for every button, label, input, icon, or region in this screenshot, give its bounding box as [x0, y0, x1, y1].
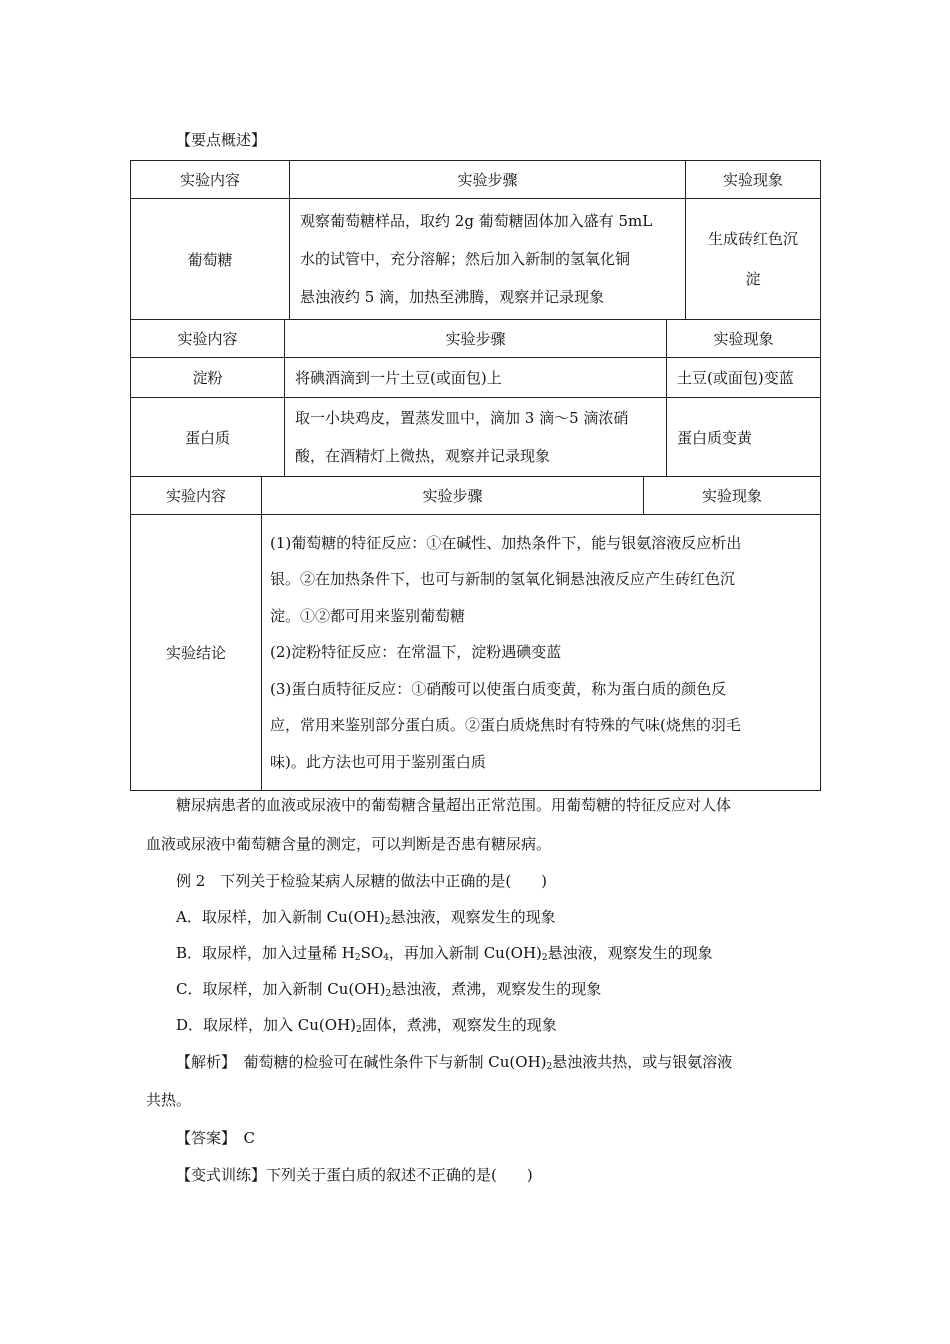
answer: 【答案】 C — [176, 1129, 255, 1147]
example-stem: 例 2 下列关于检验某病人尿糖的做法中正确的是( ) — [176, 872, 548, 890]
table-row: 蛋白质 取一小块鸡皮，置蒸发皿中，滴加 3 滴～5 滴浓硝 酸，在酒精灯上微热，观察并记录现象 蛋白质变黄 — [131, 398, 821, 477]
cell-content: 葡萄糖 — [131, 199, 290, 320]
table-row: 淀粉 将碘酒滴到一片土豆(或面包)上 土豆(或面包)变蓝 — [131, 358, 821, 398]
header-steps: 实验步骤 — [285, 320, 667, 358]
cell-phenomenon: 生成砖红色沉 淀 — [686, 199, 821, 320]
paragraph-line: 血液或尿液中葡萄糖含量的测定，可以判断是否患有糖尿病。 — [146, 835, 552, 853]
section-heading: 【要点概述】 — [176, 131, 267, 149]
table-conclusion — [130, 476, 821, 791]
cell-steps: 观察葡萄糖样品，取约 2g 葡萄糖固体加入盛有 5mL 水的试管中，充分溶解；然后加入新制的氢氧化铜 悬浊液约 5 滴，加热至沸腾，观察并记录现象 — [290, 199, 686, 320]
variant-question: 【变式训练】下列关于蛋白质的叙述不正确的是( ) — [176, 1166, 533, 1184]
option-d: D．取尿样，加入 $Cu(OH)_2$固体，煮沸，观察发生的现象 — [176, 1016, 557, 1035]
option-c: C．取尿样，加入新制 $Cu(OH)_2$悬浊液，煮沸，观察发生的现象 — [176, 980, 602, 999]
table-starch-protein — [130, 319, 821, 477]
option-a: A．取尿样，加入新制 $Cu(OH)_2$悬浊液，观察发生的现象 — [176, 908, 556, 927]
header-content: 实验内容 — [131, 320, 285, 358]
header-content: 实验内容 — [131, 477, 262, 515]
conclusion-label: 实验结论 — [131, 515, 262, 791]
header-phenomenon: 实验现象 — [667, 320, 821, 358]
header-steps: 实验步骤 — [290, 161, 686, 199]
paragraph-line: 糖尿病患者的血液或尿液中的葡萄糖含量超出正常范围。用葡萄糖的特征反应对人体 — [176, 796, 732, 814]
header-content: 实验内容 — [131, 161, 290, 199]
header-steps: 实验步骤 — [262, 477, 644, 515]
header-phenomenon: 实验现象 — [686, 161, 821, 199]
analysis-line2: 共热。 — [146, 1091, 192, 1109]
option-b: B．取尿样，加入过量稀 $H_2SO_4$，再加入新制 $Cu(OH)_2$悬浊液，观察发生的现象 — [176, 944, 713, 963]
analysis: 【解析】 葡萄糖的检验可在碱性条件下与新制 $Cu(OH)_2$悬浊液共热，或与银氨溶液 — [176, 1053, 733, 1072]
header-phenomenon: 实验现象 — [644, 477, 821, 515]
table-glucose — [130, 160, 821, 320]
conclusion-text: (1)葡萄糖的特征反应：①在碱性、加热条件下，能与银氨溶液反应析出 银。②在加热条件下，也可与新制的氢氧化铜悬浊液反应产生砖红色沉 淀。①②都可用来鉴别葡萄糖 (2)淀粉特征反应：在常温下，淀粉遇碘变蓝 (3)蛋白质特征反应：①硝酸可以使蛋白质变黄，称为蛋白质的颜色反 应，常用来鉴别部分蛋白质。②蛋白质烧焦时有特殊的气味(烧焦的羽毛 味)。此方法也可用于鉴别蛋白质 — [262, 515, 821, 791]
